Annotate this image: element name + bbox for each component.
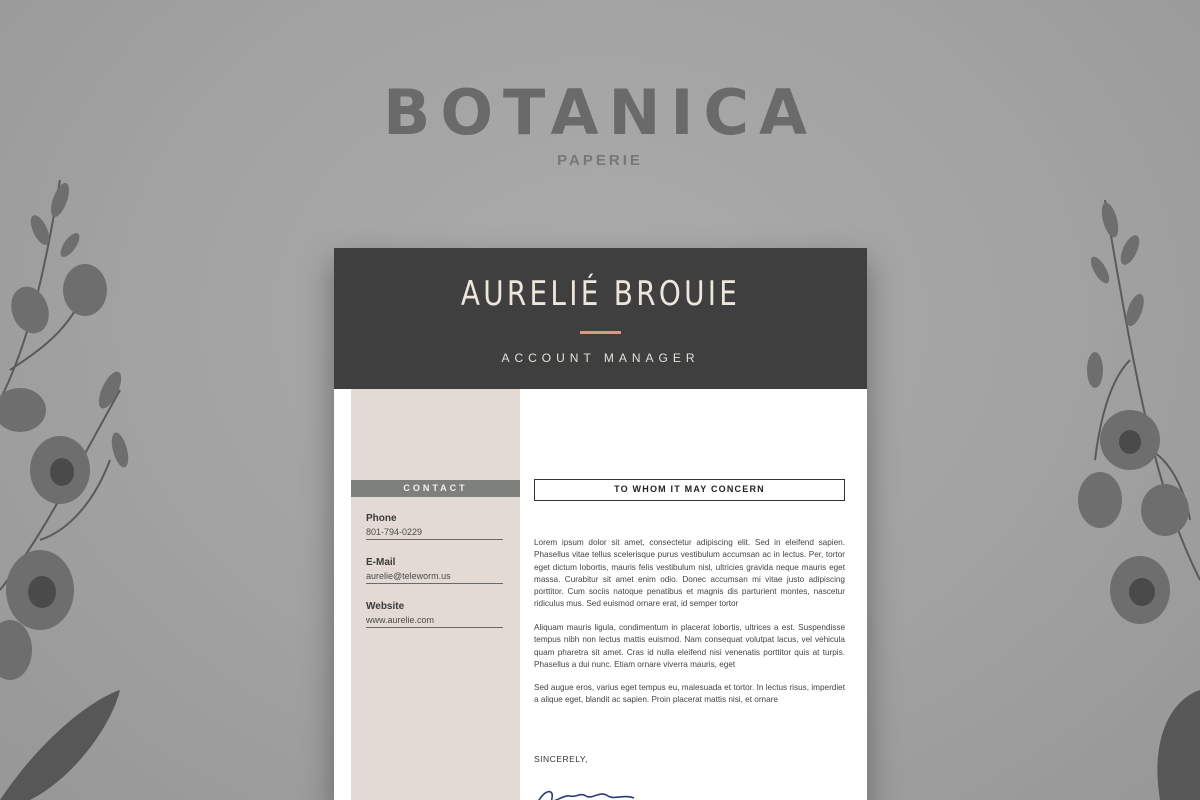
contact-heading: CONTACT xyxy=(351,480,520,497)
brand-subtitle: PAPERIE xyxy=(557,152,643,169)
letter-paragraph: Aliquam mauris ligula, condimentum in placerat lobortis, ultrices a est. Suspendisse tempus nibh non lectus mattis euismod. Nam consequat volutpat lacus, vel vehicula quam pharetra sit amet. Cras id nulla eleifend nisi venenatis porttitor quis at turpis. Phasellus a dui nunc. Etiam ornare viverra mauris, eget xyxy=(534,623,845,669)
contact-label: E-Mail xyxy=(366,557,396,568)
contact-label: Phone xyxy=(366,513,397,524)
contact-phone xyxy=(366,513,503,540)
letter-paragraph: Sed augue eros, varius eget tempus eu, malesuada et tortor. In lectus risus, imperdiet a alique eget, blandit ac sapien. Proin placerat mattis nisi, et ornare xyxy=(534,683,845,705)
resume-role: ACCOUNT MANAGER xyxy=(501,351,700,365)
contact-value: www.aurelie.com xyxy=(366,615,503,628)
contact-sidebar xyxy=(351,389,520,800)
letter-closing: SINCERELY, xyxy=(534,754,588,764)
letter-paragraph: Lorem ipsum dolor sit amet, consectetur adipiscing elit. Sed in eleifend sapien. Phasellus vitae tellus scelerisque purus vestibulum accumsan ac in lectus. Per, tortor eget dictum lobortis, mauris felis vestibulum nisl, ultricies gravida neque mauris eget massa. Curabitur sit amet enim odio. Donec accumsan mi vitae justo adipiscing porttitor. Cum sociis natoque penatibus et magnis dis parturient montes, nascetur ridiculus mus. Sed euismod ornare erat, id semper tortor xyxy=(534,538,845,609)
contact-value: aurelie@teleworm.us xyxy=(366,571,503,584)
contact-label: Website xyxy=(366,601,405,612)
contact-value: 801-794-0229 xyxy=(366,527,503,540)
contact-website xyxy=(366,601,503,628)
resume-name: AURELIÉ BROUIE xyxy=(460,274,741,314)
signature-image xyxy=(534,784,654,800)
brand-logo xyxy=(0,76,1200,169)
contact-email xyxy=(366,557,503,584)
brand-title: BOTANICA xyxy=(383,76,817,149)
accent-divider xyxy=(580,331,621,334)
salutation-box: TO WHOM IT MAY CONCERN xyxy=(534,479,845,501)
resume-header xyxy=(334,248,867,389)
botanical-illustration-right xyxy=(1070,160,1200,800)
resume-document xyxy=(334,248,867,800)
botanical-illustration-left xyxy=(0,160,170,800)
